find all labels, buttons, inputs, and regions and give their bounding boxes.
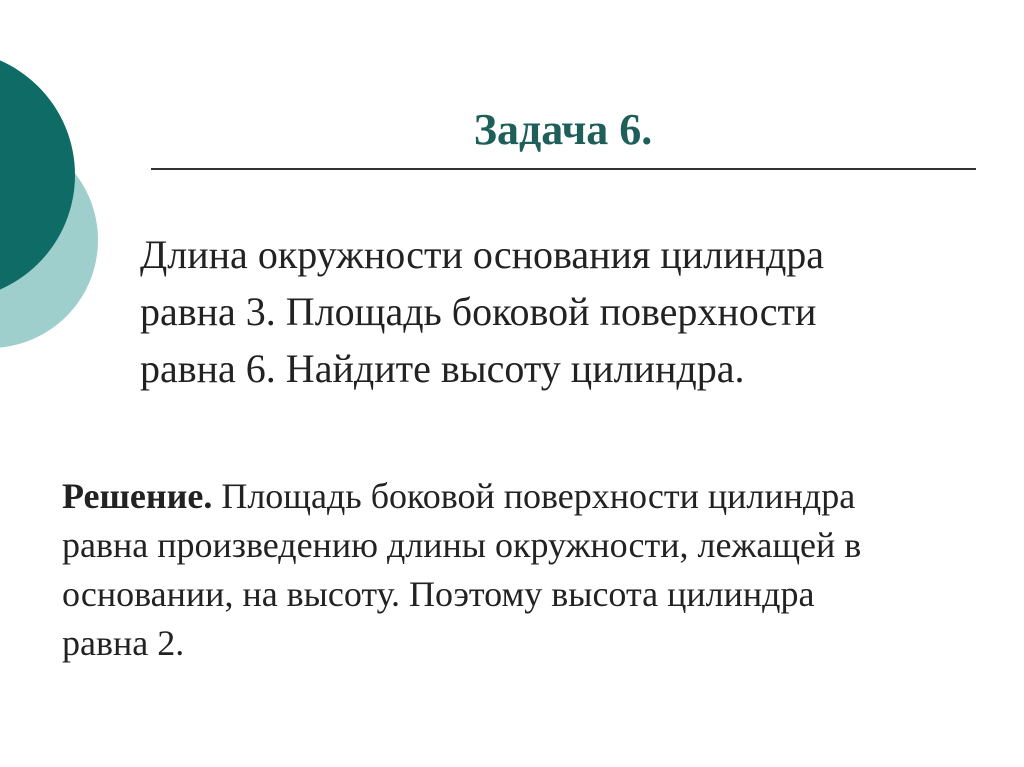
problem-statement <box>140 226 960 397</box>
solution-line-text: Площадь боковой поверхности цилиндра <box>212 476 856 516</box>
problem-line: равна 3. Площадь боковой поверхности <box>140 289 817 334</box>
problem-line: Длина окружности основания цилиндра <box>140 232 825 277</box>
problem-line: равна 6. Найдите высоту цилиндра. <box>140 346 745 391</box>
solution-line: равна 2. <box>62 623 185 663</box>
solution-label: Решение. <box>62 476 213 516</box>
solution-line: основании, на высоту. Поэтому высота цилиндра <box>62 574 815 614</box>
title-divider <box>151 168 976 170</box>
solution-line <box>62 472 982 521</box>
solution-text <box>62 472 982 668</box>
solution-line: равна произведению длины окружности, лежащей в <box>62 525 862 565</box>
slide-title: Задача 6. <box>473 105 653 154</box>
decorative-circles <box>0 0 110 400</box>
